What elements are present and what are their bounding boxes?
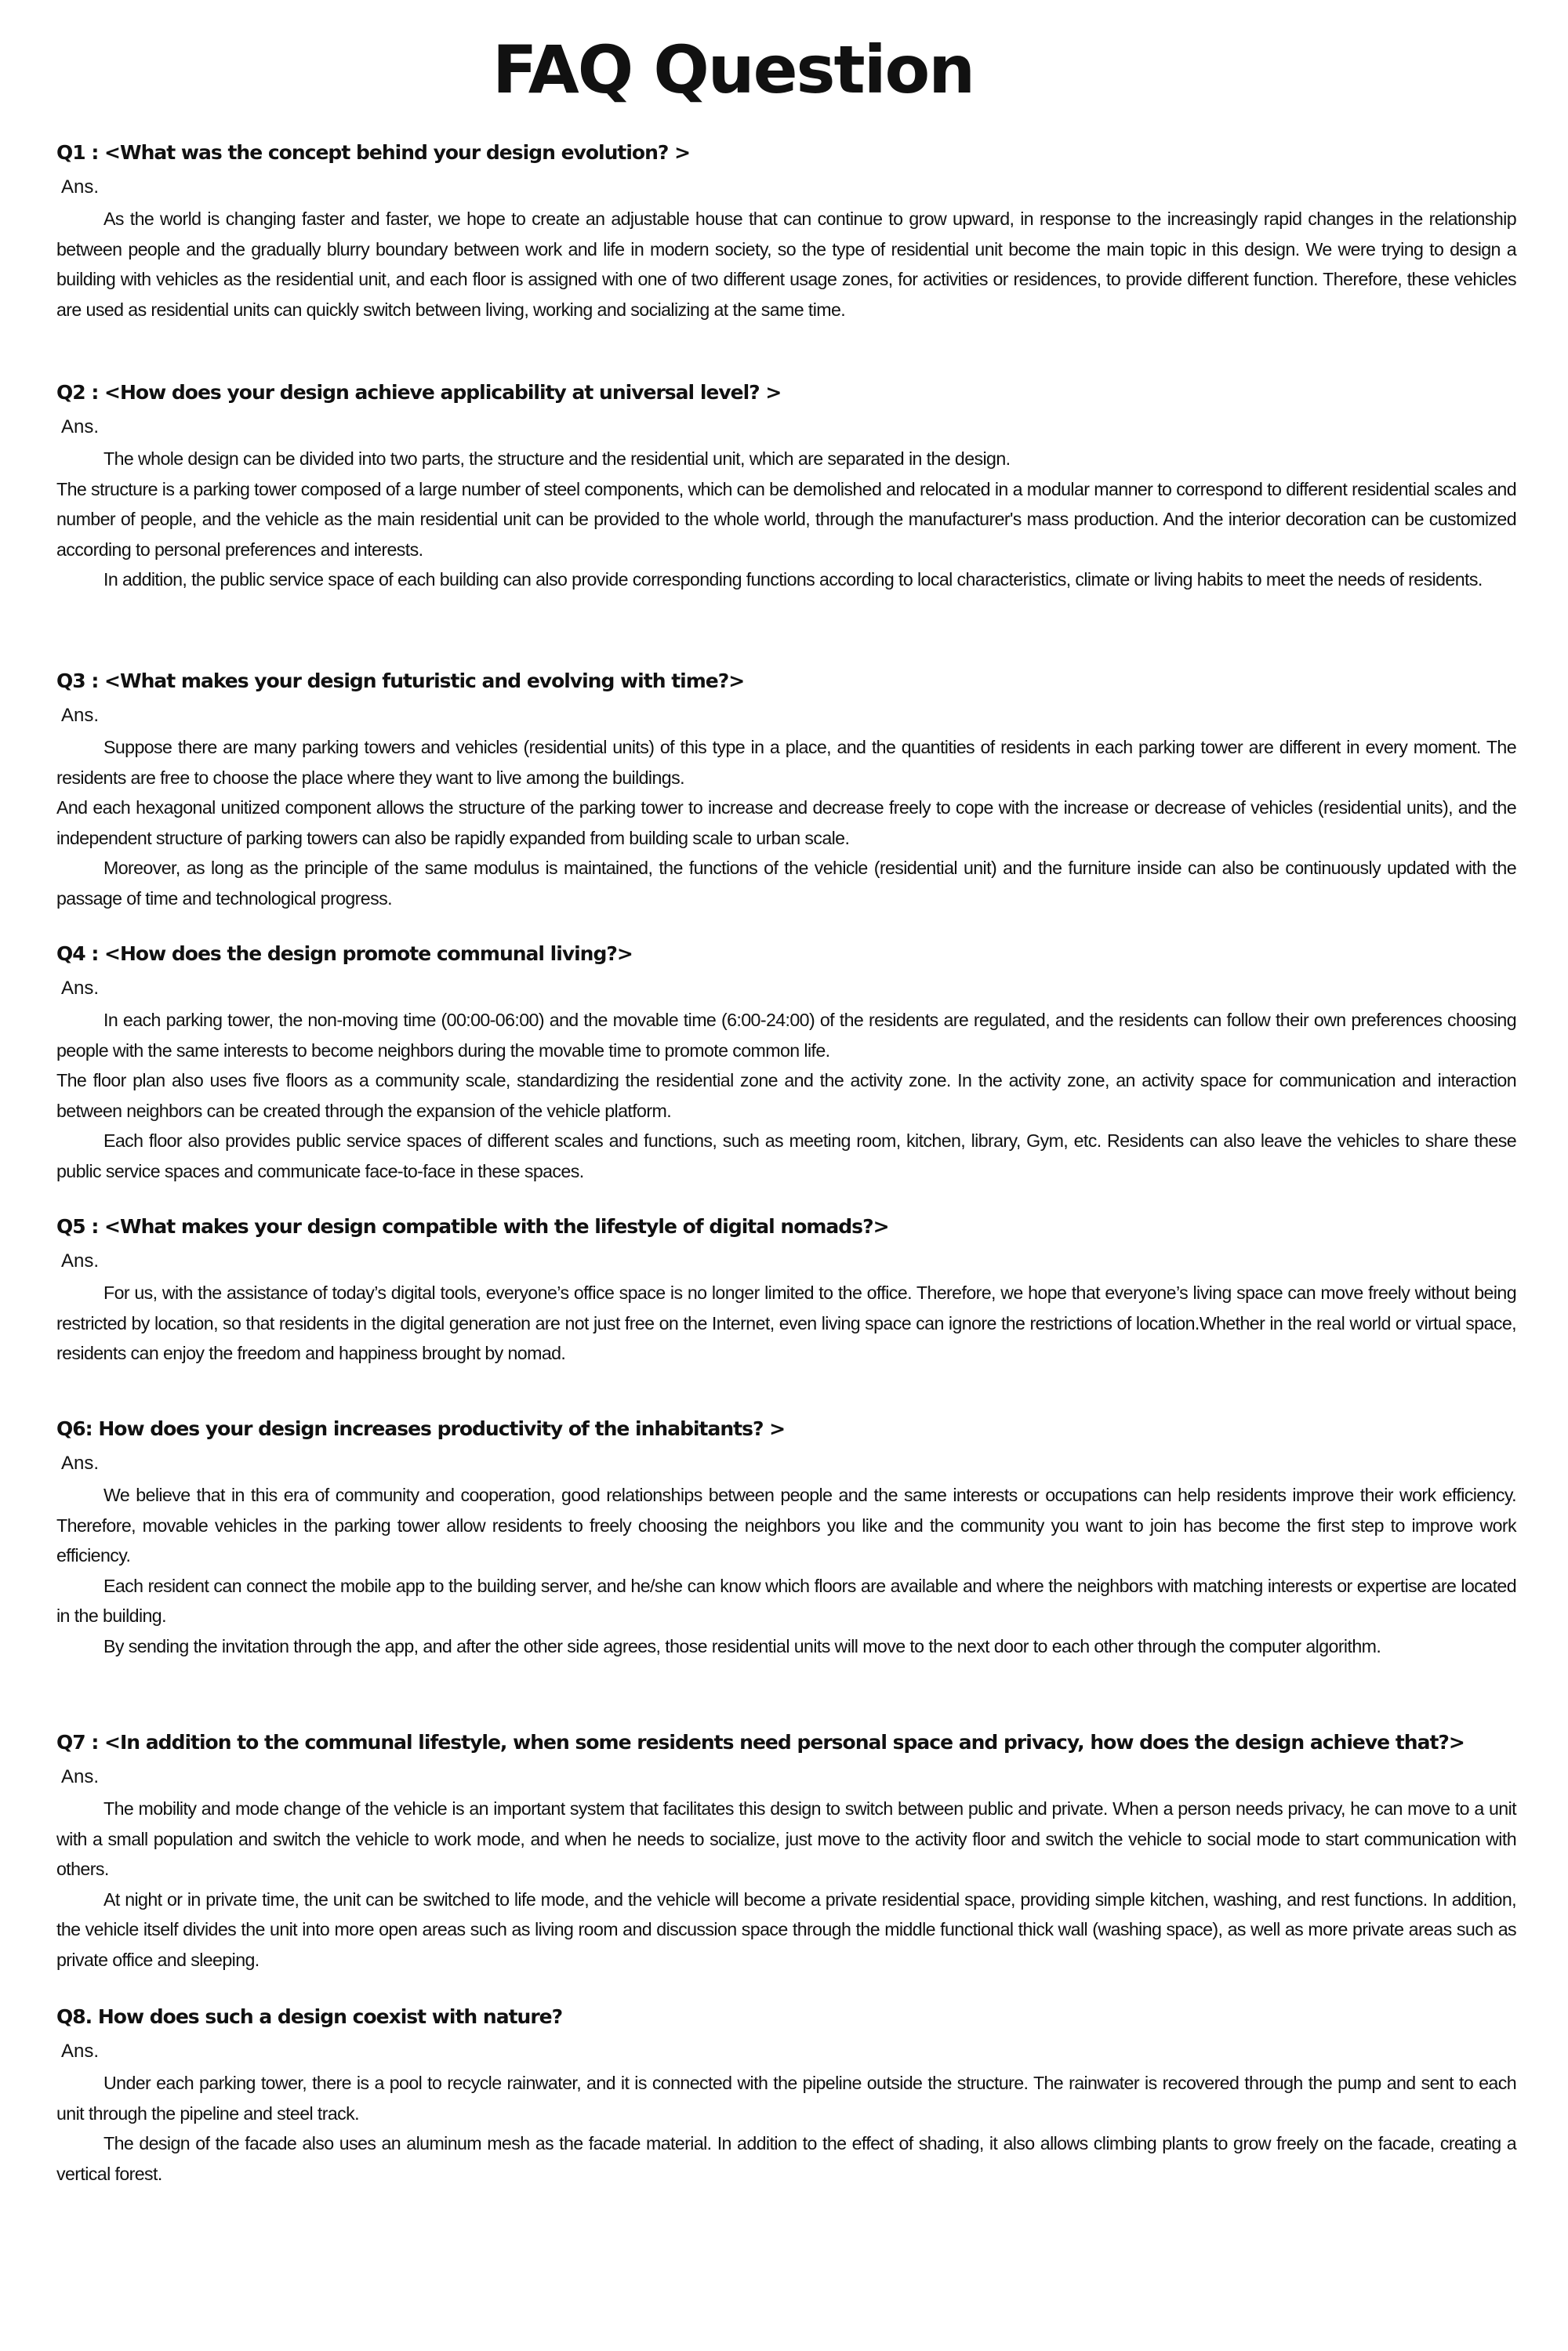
answer-label: Ans. (61, 2041, 100, 2062)
answer-label: Ans. (61, 1250, 100, 1272)
answer-paragraph: We believe that in this era of community and cooperation, good relationships between people and the same interests or occupations can help residents improve their work efficiency. Therefore, movable vehicles in the parking tower allow residents to freely choosing the neighbors you like and the community you want to join has become the first step to improve work efficiency. (56, 1485, 1516, 1566)
answer-paragraph: Suppose there are many parking towers and vehicles (residential units) of this type in a place, and the quantities of residents in each parking tower are different in every moment. The residents are free to choose the place where they want to live among the buildings. (56, 737, 1516, 788)
answer-label: Ans. (61, 1766, 100, 1787)
faq-item-q1 (56, 140, 1516, 325)
faq-item-q6 (56, 1416, 1516, 1661)
answer-label: Ans. (61, 1453, 100, 1474)
answer-paragraph: In addition, the public service space of each building can also provide corresponding functions according to local characteristics, climate or living habits to meet the needs of residents. (103, 569, 1483, 590)
answer-paragraph: Moreover, as long as the principle of the same modulus is maintained, the functions of the vehicle (residential unit) and the furniture inside can also be continuously updated with the passage of time and technological progress. (56, 858, 1516, 909)
answer-label: Ans. (61, 176, 100, 198)
answer-paragraph: The structure is a parking tower composed of a large number of steel components, which can be demolished and relocated in a modular manner to correspond to different residential scales and number of people, and the vehicle as the main residential unit can be provided to the whole world, through the manufacturer's mass production. And the interior decoration can be customized according to personal preferences and interests. (56, 478, 1516, 560)
answer-paragraph: At night or in private time, the unit can be switched to life mode, and the vehicle will become a private residential space, providing simple kitchen, washing, and rest functions. In addition, the vehicle itself divides the unit into more open areas such as living room and discussion space through the middle functional thick wall (washing space), as well as more private areas such as private office and sleeping. (56, 1888, 1516, 1970)
answer-paragraph: The floor plan also uses five floors as a community scale, standardizing the residential zone and the activity zone. In the activity zone, an activity space for communication and interaction between neighbors can be created through the expansion of the vehicle platform. (56, 1070, 1516, 1121)
answer-label: Ans. (61, 705, 100, 726)
answer-paragraph: The whole design can be divided into two parts, the structure and the residential unit, which are separated in the design. (103, 448, 1011, 469)
faq-item-q7 (56, 1729, 1516, 1975)
answer-paragraph: The design of the facade also uses an aluminum mesh as the facade material. In addition to the effect of shading, it also allows climbing plants to grow freely on the facade, creating a vertical forest. (56, 2133, 1516, 2184)
question-heading: Q7 : <In addition to the communal lifestyle, when some residents need personal space and privacy, how does the design achieve that?> (56, 1731, 1465, 1754)
question-heading: Q3 : <What makes your design futuristic and evolving with time?> (56, 669, 745, 692)
question-heading: Q5 : <What makes your design compatible with the lifestyle of digital nomads?> (56, 1215, 889, 1238)
page-title: FAQ Question (492, 31, 975, 108)
question-heading: Q1 : <What was the concept behind your design evolution? > (56, 141, 691, 164)
faq-item-q2 (56, 379, 1516, 595)
faq-item-q4 (56, 941, 1516, 1186)
answer-paragraph: For us, with the assistance of today’s digital tools, everyone’s office space is no longer limited to the office. Therefore, we hope that everyone’s living space can move freely without being restricted by location, so that residents in the digital generation are not just free on the Internet, even living space can ignore the restrictions of location.Whether in the real world or virtual space, residents can enjoy the freedom and happiness brought by nomad. (56, 1283, 1516, 1363)
answer-paragraph: In each parking tower, the non-moving time (00:00-06:00) and the movable time (6:00-24:00) of the residents are regulated, and the residents can follow their own preferences choosing people with the same interests to become neighbors during the movable time to promote common life. (56, 1010, 1516, 1061)
faq-item-q3 (56, 668, 1516, 913)
question-heading: Q4 : <How does the design promote communal living?> (56, 942, 633, 965)
answer-paragraph: Under each parking tower, there is a pool to recycle rainwater, and it is connected with the pipeline outside the structure. The rainwater is recovered through the pump and sent to each unit through the pipeline and steel track. (56, 2073, 1516, 2124)
answer-paragraph: By sending the invitation through the app, and after the other side agrees, those residential units will move to the next door to each other through the computer algorithm. (103, 1635, 1381, 1656)
answer-paragraph: Each resident can connect the mobile app to the building server, and he/she can know which floors are available and where the neighbors with matching interests or expertise are located in the building. (56, 1575, 1516, 1626)
faq-item-q5 (56, 1214, 1516, 1369)
question-heading: Q2 : <How does your design achieve applicability at universal level? > (56, 381, 782, 404)
answer-paragraph: The mobility and mode change of the vehicle is an important system that facilitates this design to switch between public and private. When a person needs privacy, he can move to a unit with a small population and switch the vehicle to work mode, and when he needs to socialize, just move to the activity floor and switch the vehicle to social mode to start communication with others. (56, 1798, 1516, 1879)
answer-label: Ans. (61, 978, 100, 999)
faq-item-q8 (56, 2004, 1516, 2189)
answer-label: Ans. (61, 416, 100, 437)
answer-paragraph: And each hexagonal unitized component allows the structure of the parking tower to increase and decrease freely to cope with the increase or decrease of vehicles (residential units), and the independent structure of parking towers can also be rapidly expanded from building scale to urban scale. (56, 797, 1516, 848)
question-heading: Q6: How does your design increases productivity of the inhabitants? > (56, 1417, 786, 1440)
question-heading: Q8. How does such a design coexist with nature? (56, 2005, 563, 2028)
answer-paragraph: As the world is changing faster and faster, we hope to create an adjustable house that can continue to grow upward, in response to the increasingly rapid changes in the relationship between people and the gradually blurry boundary between work and life in modern society, so the type of residential unit become the main topic in this design. We were trying to design a building with vehicles as the residential unit, and each floor is assigned with one of two different usage zones, for activities or residences, to provide different function. Therefore, these vehicles are used as residential units can quickly switch between living, working and socializing at the same time. (56, 209, 1516, 320)
answer-paragraph: Each floor also provides public service spaces of different scales and functions, such as meeting room, kitchen, library, Gym, etc. Residents can also leave the vehicles to share these public service spaces and communicate face-to-face in these spaces. (56, 1130, 1516, 1181)
